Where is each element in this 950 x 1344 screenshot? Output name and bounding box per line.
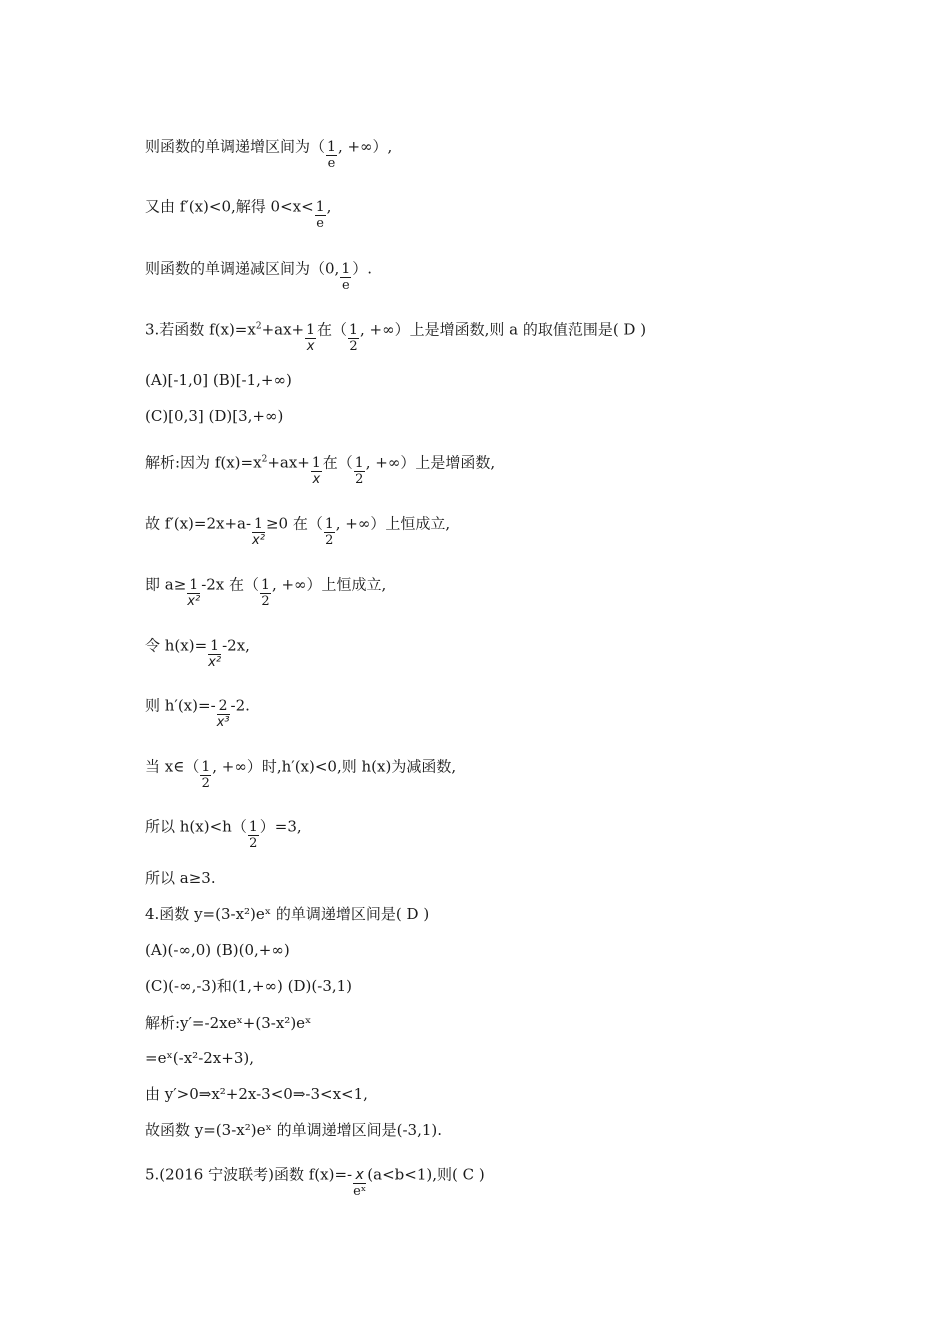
text-line: [145, 192, 332, 231]
question-3: [145, 315, 647, 354]
numerator: 1: [261, 577, 270, 593]
fraction: [208, 639, 221, 670]
fraction: [200, 760, 211, 791]
line-text: ≥0 在（: [265, 514, 323, 533]
fraction: [326, 140, 337, 171]
denominator: x²: [187, 594, 201, 609]
numerator: 1: [324, 516, 334, 532]
denominator: 2: [325, 533, 334, 548]
denominator: x: [312, 472, 321, 487]
line-text: ）.: [352, 259, 373, 278]
denominator: e: [316, 216, 324, 231]
numerator: 1: [327, 139, 336, 155]
denominator: 2: [249, 836, 258, 851]
question-5: [145, 1160, 485, 1199]
line-text: ）=3,: [259, 817, 302, 836]
solution-line: [145, 691, 250, 730]
numerator: x: [353, 1168, 366, 1184]
line-text: 则 h′(x)=-: [145, 696, 216, 715]
superscript: 2: [261, 454, 268, 465]
text-line: [145, 132, 393, 171]
numerator: 1: [189, 577, 199, 593]
line-text: , +∞）,: [337, 137, 393, 156]
denominator: x²: [252, 533, 265, 548]
fraction: [260, 578, 271, 609]
line-text: 解析:因为 f(x)=x: [145, 453, 262, 472]
line-text: -2.: [230, 696, 250, 715]
line-text: ,: [326, 197, 332, 216]
line-text: , +∞）上是增函数,: [365, 453, 496, 472]
fraction: [353, 1168, 366, 1199]
solution-line: [145, 448, 496, 487]
superscript: 2: [255, 321, 262, 332]
numerator: 2: [218, 698, 228, 714]
numerator: 1: [354, 455, 364, 471]
denominator: x²: [208, 655, 222, 670]
denominator: eˣ: [353, 1184, 367, 1199]
line-text: 即 a≥: [145, 575, 187, 594]
line-text: 令 h(x)=: [145, 636, 208, 655]
line-text: -2x 在（: [201, 575, 260, 594]
solution-line: 由 y′>0⇒x²+2x-3<0⇒-3<x<1,: [145, 1085, 368, 1103]
numerator: 1: [254, 516, 263, 532]
numerator: 1: [210, 638, 220, 654]
question-3-options-cd: (C)[0,3] (D)[3,+∞): [145, 407, 284, 425]
solution-line: [145, 509, 451, 548]
denominator: 2: [201, 776, 210, 791]
line-text: 当 x∈（: [145, 757, 200, 776]
text-line: [145, 254, 373, 293]
numerator: 1: [349, 322, 358, 338]
line-text: -2x,: [222, 636, 250, 655]
fraction: [340, 262, 351, 293]
numerator: 1: [315, 199, 325, 215]
question-4: 4.函数 y=(3-x²)eˣ 的单调递增区间是( D ): [145, 905, 430, 923]
line-text: 则函数的单调递减区间为（0,: [145, 259, 340, 278]
solution-line: [145, 631, 250, 670]
line-text: 3.若函数 f(x)=x: [145, 320, 256, 339]
solution-line: =eˣ(-x²-2x+3),: [145, 1049, 254, 1067]
denominator: e: [327, 156, 336, 171]
fraction: [248, 820, 259, 851]
line-text: 5.(2016 宁波联考)函数 f(x)=-: [145, 1165, 353, 1184]
line-text: , +∞）上恒成立,: [335, 514, 451, 533]
line-text: , +∞）时,h′(x)<0,则 h(x)为减函数,: [212, 757, 457, 776]
fraction: [305, 323, 316, 354]
line-text: +ax+: [267, 453, 310, 472]
solution-line: 故函数 y=(3-x²)eˣ 的单调递增区间是(-3,1).: [145, 1121, 442, 1139]
denominator: 2: [261, 594, 270, 609]
line-text: , +∞）上恒成立,: [271, 575, 387, 594]
fraction: [252, 517, 265, 548]
numerator: 1: [311, 455, 321, 471]
numerator: 1: [306, 322, 316, 338]
question-4-options-ab: (A)(-∞,0) (B)(0,+∞): [145, 941, 290, 959]
fraction: [187, 578, 200, 609]
line-text: 所以 h(x)<h（: [145, 817, 247, 836]
solution-line: [145, 752, 457, 791]
fraction: [311, 456, 322, 487]
question-3-options-ab: (A)[-1,0] (B)[-1,+∞): [145, 371, 292, 389]
denominator: 2: [355, 472, 364, 487]
line-text: 又由 f′(x)<0,解得 0<x<: [145, 197, 314, 216]
fraction: [354, 456, 365, 487]
numerator: 1: [248, 819, 258, 835]
solution-line: 所以 a≥3.: [145, 869, 216, 887]
fraction: [348, 323, 359, 354]
line-text: 故 f′(x)=2x+a-: [145, 514, 252, 533]
denominator: 2: [349, 339, 358, 354]
denominator: e: [341, 278, 350, 293]
solution-line: 解析:y′=-2xeˣ+(3-x²)eˣ: [145, 1014, 312, 1032]
numerator: 1: [201, 759, 211, 775]
solution-line: [145, 570, 387, 609]
numerator: 1: [341, 261, 351, 277]
line-text: 在（: [317, 320, 348, 339]
line-text: +ax+: [261, 320, 305, 339]
fraction: [315, 200, 326, 231]
fraction: [217, 699, 230, 730]
line-text: , +∞）上是增函数,则 a 的取值范围是( D ): [359, 320, 647, 339]
line-text: 则函数的单调递增区间为（: [145, 137, 326, 156]
denominator: x: [306, 339, 315, 354]
denominator: x³: [216, 715, 230, 730]
fraction: [324, 517, 335, 548]
line-text: 在（: [322, 453, 353, 472]
solution-line: [145, 812, 302, 851]
question-4-options-cd: (C)(-∞,-3)和(1,+∞) (D)(-3,1): [145, 977, 353, 995]
line-text: (a<b<1),则( C ): [367, 1165, 485, 1184]
